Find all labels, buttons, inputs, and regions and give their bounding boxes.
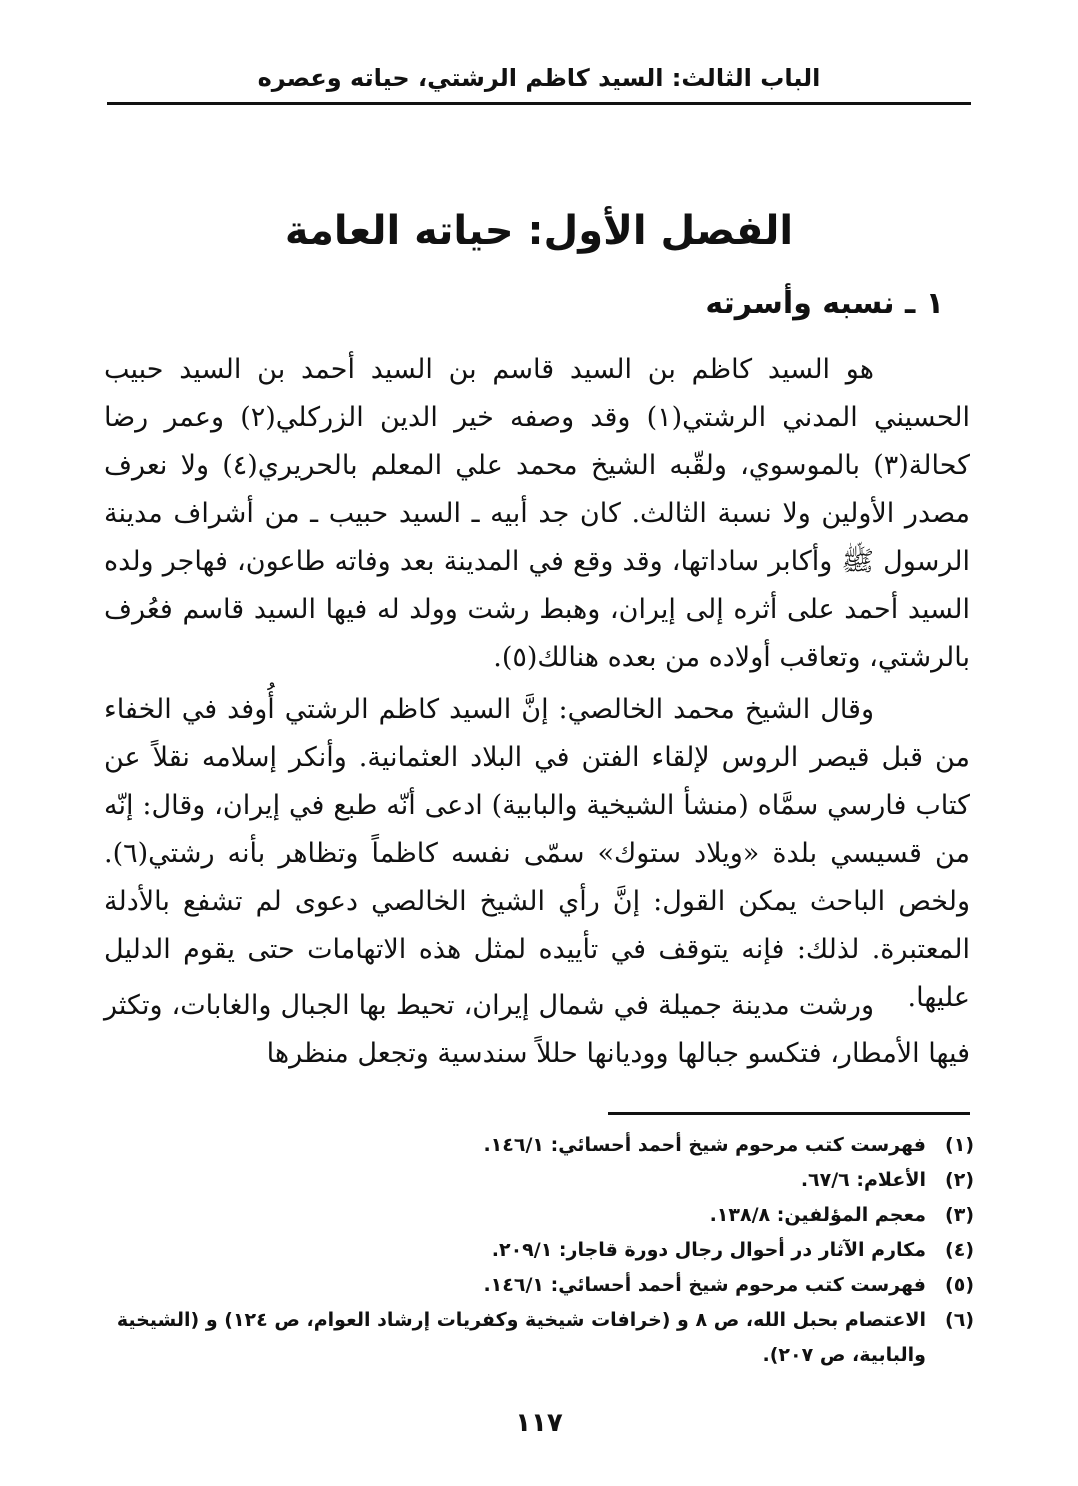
page-number: ١١٧ (515, 1408, 563, 1438)
footnote-text: فهرست كتب مرحوم شيخ أحمد أحسائي: ١٤٦/١. (483, 1274, 926, 1296)
footnote-number: (٦) (945, 1309, 974, 1331)
footnote-text: معجم المؤلفين: ١٣٨/٨. (709, 1204, 926, 1226)
footnote-number: (٣) (945, 1204, 974, 1226)
footnote-text: فهرست كتب مرحوم شيخ أحمد أحسائي: ١٤٦/١. (483, 1134, 926, 1156)
footnote-number: (١) (945, 1134, 974, 1156)
body-paragraph-2: وقال الشيخ محمد الخالصي: إنَّ السيد كاظم الرشتي أُوفد في الخفاء من قبل قيصر الروس لإلقاء الفتن في البلاد العثمانية. وأنكر إسلامه نقلاً عن كتاب فارسي سمَّاه (منشأ الشيخية والبابية) ادعى أنّه طبع في إيران، وقال: إنّه من قسيسي بلدة «ويلاد ستوك» سمّى نفسه كاظماً وتظاهر بأنه رشتي(٦). ولخص الباحث يمكن القول: إنَّ رأي الشيخ الخالصي دعوى لم تشفع بالأدلة المعتبرة. لذلك: فإنه يتوقف في تأييده لمثل هذه الاتهامات حتى يقوم الدليل عليها. (104, 694, 970, 1013)
body-paragraph-1: هو السيد كاظم بن السيد قاسم بن السيد أحمد بن السيد حبيب الحسيني المدني الرشتي(١) وقد وصفه خير الدين الزركلي(٢) وعمر رضا كحالة(٣) بالموسوي، ولقّبه الشيخ محمد علي المعلم بالحريري(٤) ولا نعرف مصدر الأولين ولا نسبة الثالث. كان جد أبيه ـ السيد حبيب ـ من أشراف مدينة الرسول ﷺ وأكابر ساداتها، وقد وقع في المدينة بعد وفاته طاعون، فهاجر ولده السيد أحمد على أثره إلى إيران، وهبط رشت وولد له فيها السيد قاسم فعُرف بالرشتي، وتعاقب أولاده من بعده هنالك(٥). (104, 354, 971, 673)
footnote-text: الاعتصام بحبل الله، ص ٨ و (خرافات شيخية وكفريات إرشاد العوام، ص ١٢٤) و (الشيخية والبابية، ص ٢٠٧). (116, 1309, 926, 1366)
footnotes-list (104, 1128, 974, 1373)
footnote-item (104, 1163, 974, 1198)
footnote-item (104, 1233, 974, 1268)
body-paragraph-3: ورشت مدينة جميلة في شمال إيران، تحيط بها الجبال والغابات، وتكثر فيها الأمطار، فتكسو جبالها ووديانها حللاً سندسية وتجعل منظرها (104, 990, 970, 1069)
header-rule (107, 102, 971, 105)
footnote-item (104, 1268, 974, 1303)
footnote-text: مكارم الآثار در أحوال رجال دورة قاجار: ٢٠٩/١. (491, 1239, 926, 1261)
section-heading: ١ ـ نسبه وأسرته (705, 286, 944, 321)
footnote-item (104, 1303, 974, 1373)
footnote-rule (608, 1112, 970, 1115)
footnote-text: الأعلام: ٦٧/٦. (800, 1169, 926, 1191)
footnote-number: (٤) (945, 1239, 974, 1261)
running-header: الباب الثالث: السيد كاظم الرشتي، حياته وعصره (257, 64, 821, 92)
footnote-number: (٥) (945, 1274, 974, 1296)
footnote-item (104, 1128, 974, 1163)
footnote-item (104, 1198, 974, 1233)
chapter-title: الفصل الأول: حياته العامة (284, 208, 794, 254)
footnote-number: (٢) (945, 1169, 974, 1191)
